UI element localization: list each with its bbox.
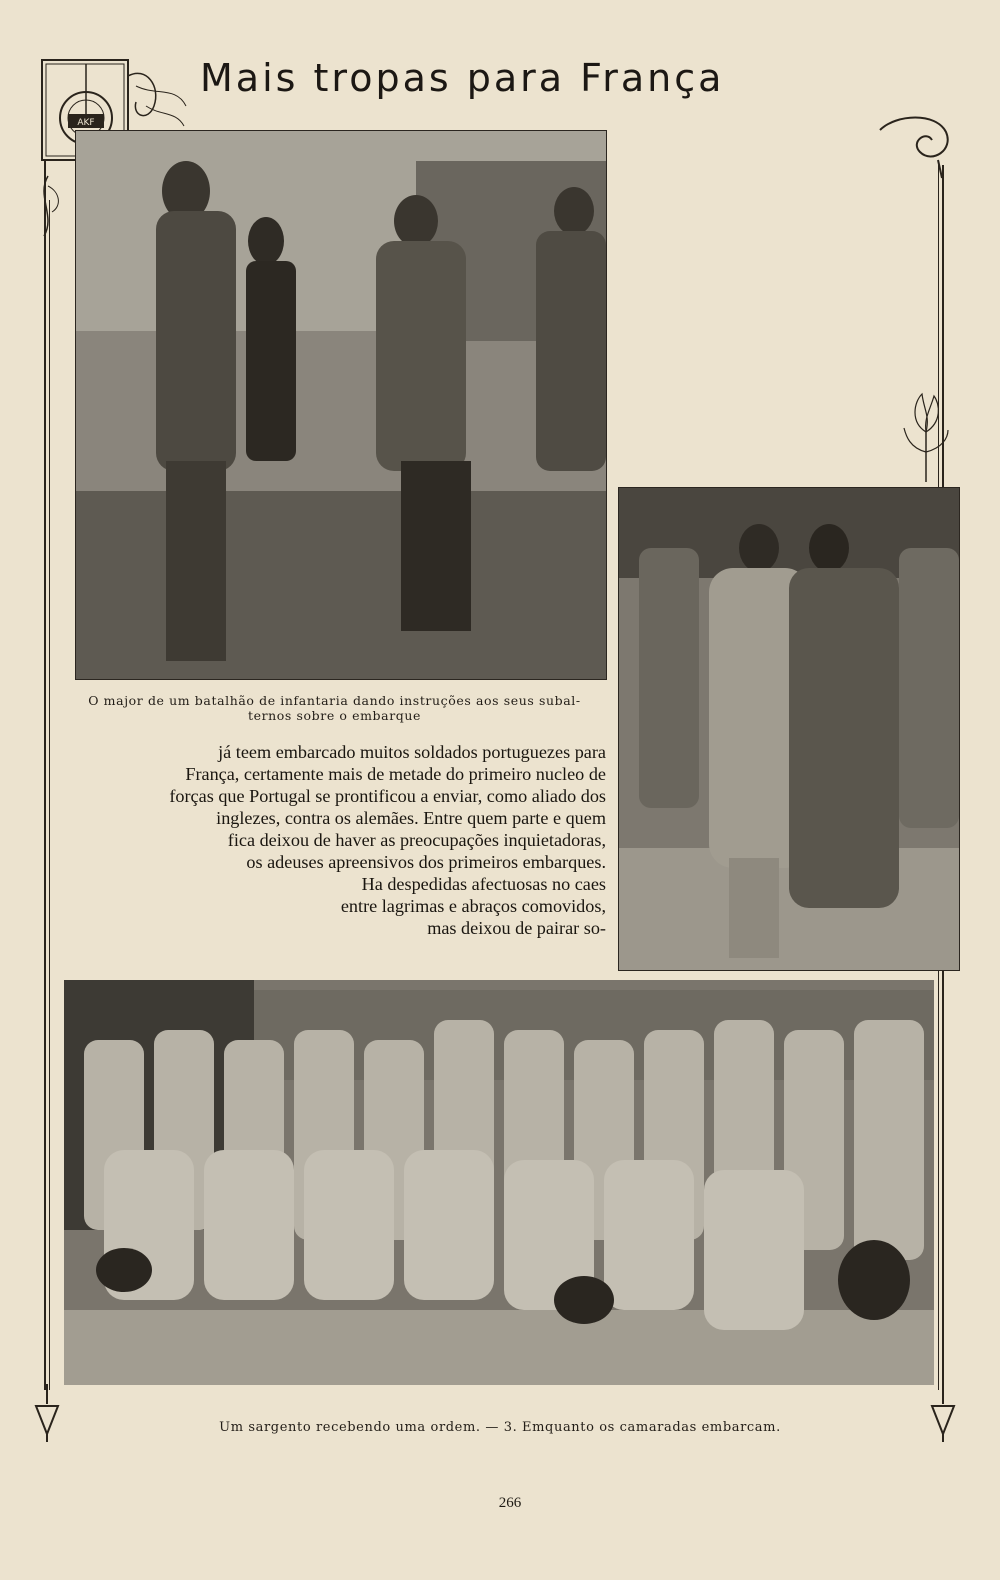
- photo1-caption: [62, 693, 607, 723]
- article-text: [60, 740, 606, 940]
- article-line: inglezes, contra os alemães. Entre quem parte e quem: [216, 808, 606, 828]
- bottom-caption: Um sargento recebendo uma ordem. — 3. Emquanto os camaradas embarcam.: [219, 1420, 781, 1435]
- page-title: Mais tropas para França: [200, 56, 725, 100]
- photo1-caption-line2: ternos sobre o embarque: [247, 708, 422, 723]
- left-border-rule: [44, 200, 46, 1390]
- photo-soldiers-group: [64, 980, 934, 1385]
- article-line: fica deixou de haver as preocupações inquietadoras,: [227, 830, 606, 850]
- article-line: os adeuses apreensivos dos primeiros embarques.: [246, 852, 606, 872]
- article-line: entre lagrimas e abraços comovidos,: [340, 896, 606, 916]
- left-border-rule-inner: [49, 200, 50, 1390]
- right-finial-ornament: [928, 1384, 958, 1444]
- article-line: Ha despedidas afectuosas no caes: [361, 874, 606, 894]
- article-line: forças que Portugal se prontificou a enviar, como aliado dos: [169, 786, 606, 806]
- article-line: França, certamente mais de metade do primeiro nucleo de: [185, 764, 606, 784]
- photo1-caption-line1: O major de um batalhão de infantaria dando instruções aos seus subal-: [88, 693, 581, 708]
- lily-ornament: [900, 392, 952, 484]
- emblem-label: AKF: [77, 118, 95, 128]
- photo-sergeant-order: [618, 487, 960, 971]
- photo-officers-dock: [75, 130, 607, 680]
- page-number: 266: [498, 1495, 522, 1511]
- article-line: já teem embarcado muitos soldados portuguezes para: [218, 742, 606, 762]
- article-line: mas deixou de pairar so-: [427, 918, 606, 938]
- scroll-ornament: [876, 110, 956, 180]
- left-finial-ornament: [32, 1384, 62, 1444]
